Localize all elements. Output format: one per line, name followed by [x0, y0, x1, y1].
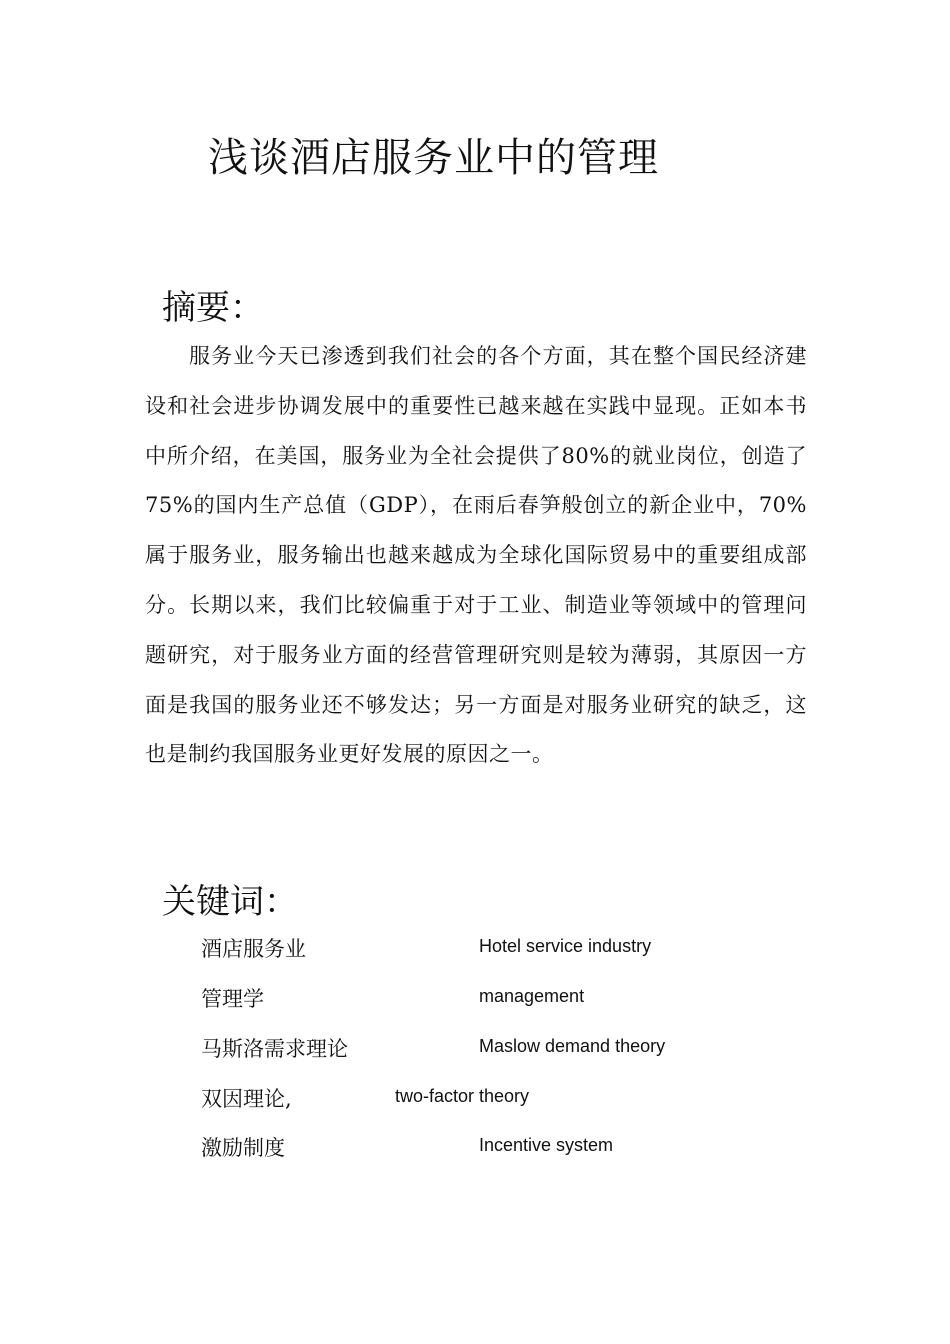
- keyword-row: [0, 1083, 950, 1113]
- keyword-chinese: 激励制度: [201, 1136, 285, 1160]
- keyword-row: [0, 933, 950, 963]
- keyword-english: two-factor theory: [395, 1086, 530, 1106]
- keyword-chinese: 马斯洛需求理论: [201, 1037, 348, 1061]
- keyword-row: [0, 983, 950, 1013]
- keyword-chinese: 管理学: [201, 987, 264, 1011]
- keyword-chinese: 双因理论,: [201, 1087, 292, 1111]
- keyword-chinese: 酒店服务业: [201, 937, 306, 961]
- abstract-body: 服务业今天已渗透到我们社会的各个方面，其在整个国民经济建设和社会进步协调发展中的重要性已越来越在实践中显现。正如本书中所介绍，在美国，服务业为全社会提供了80%的就业岗位，创造了75%的国内生产总值（GDP），在雨后春笋般创立的新企业中，70%属于服务业，服务输出也越来越成为全球化国际贸易中的重要组成部分。长期以来，我们比较偏重于对于工业、制造业等领域中的管理问题研究，对于服务业方面的经营管理研究则是较为薄弱，其原因一方面是我国的服务业还不够发达；另一方面是对服务业研究的缺乏，这也是制约我国服务业更好发展的原因之一。: [145, 344, 807, 767]
- keyword-row: [0, 1033, 950, 1063]
- document-title: 浅谈酒店服务业中的管理: [208, 135, 659, 181]
- keywords-heading: 关键词：: [162, 882, 298, 922]
- abstract-heading: 摘要：: [162, 288, 264, 328]
- keyword-english: Hotel service industry: [479, 936, 652, 956]
- keyword-english: Maslow demand theory: [479, 1036, 666, 1056]
- keyword-english: management: [479, 986, 585, 1006]
- keyword-english: Incentive system: [479, 1135, 614, 1155]
- keyword-row: [0, 1132, 950, 1162]
